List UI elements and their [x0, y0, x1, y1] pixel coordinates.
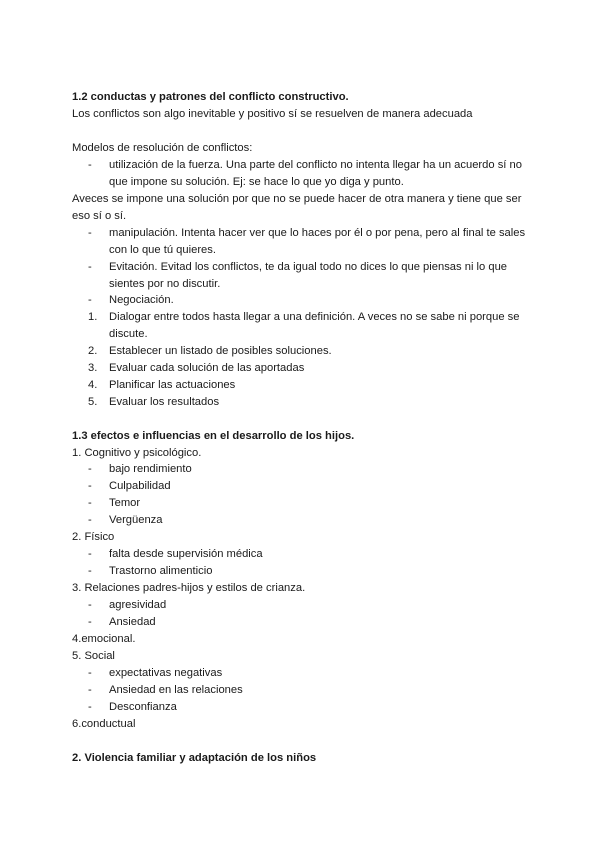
list-marker: - — [88, 514, 92, 526]
list-item — [0, 597, 600, 614]
list-item-text: Evitación. Evitad los conflictos, te da igual todo no dices lo que piensas ni lo que sientes por no discutir. — [109, 261, 508, 290]
list-item-text: Evaluar los resultados — [109, 396, 220, 408]
list-marker: - — [88, 497, 92, 509]
list-marker: - — [88, 227, 92, 239]
list-item-text: Ansiedad en las relaciones — [109, 684, 243, 696]
list-item-text: Desconfianza — [109, 701, 177, 713]
effects-group-title: 2. Físico — [72, 531, 115, 543]
section-1-2-heading: 1.2 conductas y patrones del conflicto constructivo. — [72, 91, 349, 103]
list-item — [0, 563, 600, 580]
section-1-2-intro: Los conflictos son algo inevitable y positivo sí se resuelven de manera adecuada — [72, 108, 473, 120]
list-item-text: bajo rendimiento — [109, 463, 192, 475]
list-marker: 1. — [88, 311, 98, 323]
effects-group-title: 3. Relaciones padres-hijos y estilos de crianza. — [72, 582, 306, 594]
list-item — [0, 478, 600, 495]
section-1-3-heading: 1.3 efectos e influencias en el desarrollo de los hijos. — [72, 430, 355, 442]
list-item — [0, 665, 600, 682]
list-marker: - — [88, 480, 92, 492]
list-item-text: Temor — [109, 497, 141, 509]
list-marker: 5. — [88, 396, 98, 408]
effects-group-title: 1. Cognitivo y psicológico. — [72, 447, 202, 459]
model-force-item — [0, 157, 600, 191]
list-marker: - — [88, 667, 92, 679]
effects-group-title: 6.conductual — [72, 718, 136, 730]
list-item-text: Dialogar entre todos hasta llegar a una definición. A veces no se sabe ni porque se discute. — [109, 311, 520, 340]
list-item-text: Ansiedad — [109, 616, 156, 628]
list-item — [0, 259, 600, 293]
list-item — [0, 377, 600, 394]
list-item-text: Planificar las actuaciones — [109, 379, 236, 391]
list-marker: 4. — [88, 379, 98, 391]
list-item — [0, 682, 600, 699]
list-marker: - — [88, 261, 92, 273]
list-item — [0, 699, 600, 716]
list-item-text: Negociación. — [109, 294, 174, 306]
models-heading: Modelos de resolución de conflictos: — [72, 142, 253, 154]
list-marker: 2. — [88, 345, 98, 357]
list-item — [0, 546, 600, 563]
list-marker: - — [88, 565, 92, 577]
list-item-text: utilización de la fuerza. Una parte del conflicto no intenta llegar ha un acuerdo sí no que impone su solución. Ej: se hace lo que yo diga y punto. — [109, 159, 522, 188]
list-item — [0, 614, 600, 631]
list-item-text: Vergüenza — [109, 514, 163, 526]
list-item-text: manipulación. Intenta hacer ver que lo haces por él o por pena, pero al final te sales con lo que tú quieres. — [109, 227, 526, 256]
list-item — [0, 309, 600, 343]
list-item-text: Trastorno alimenticio — [109, 565, 213, 577]
list-item-text: Evaluar cada solución de las aportadas — [109, 362, 305, 374]
list-marker: - — [88, 159, 92, 171]
list-item-text: falta desde supervisión médica — [109, 548, 263, 560]
list-marker: 3. — [88, 362, 98, 374]
list-item — [0, 461, 600, 478]
list-item — [0, 360, 600, 377]
list-marker: - — [88, 294, 92, 306]
effects-group-title: 4.emocional. — [72, 633, 136, 645]
effects-group-title: 5. Social — [72, 650, 115, 662]
list-item-text: agresividad — [109, 599, 167, 611]
models-note: Aveces se impone una solución por que no se puede hacer de otra manera y tiene que ser eso sí o sí. — [72, 193, 522, 222]
list-marker: - — [88, 701, 92, 713]
list-item — [0, 495, 600, 512]
list-item — [0, 394, 600, 411]
list-marker: - — [88, 684, 92, 696]
list-item — [0, 512, 600, 529]
section-2-heading: 2. Violencia familiar y adaptación de los niños — [72, 752, 317, 764]
list-item — [0, 292, 600, 309]
list-item — [0, 225, 600, 259]
list-marker: - — [88, 463, 92, 475]
list-marker: - — [88, 616, 92, 628]
list-item-text: expectativas negativas — [109, 667, 223, 679]
list-marker: - — [88, 548, 92, 560]
list-marker: - — [88, 599, 92, 611]
list-item-text: Establecer un listado de posibles soluciones. — [109, 345, 332, 357]
list-item — [0, 343, 600, 360]
list-item-text: Culpabilidad — [109, 480, 171, 492]
